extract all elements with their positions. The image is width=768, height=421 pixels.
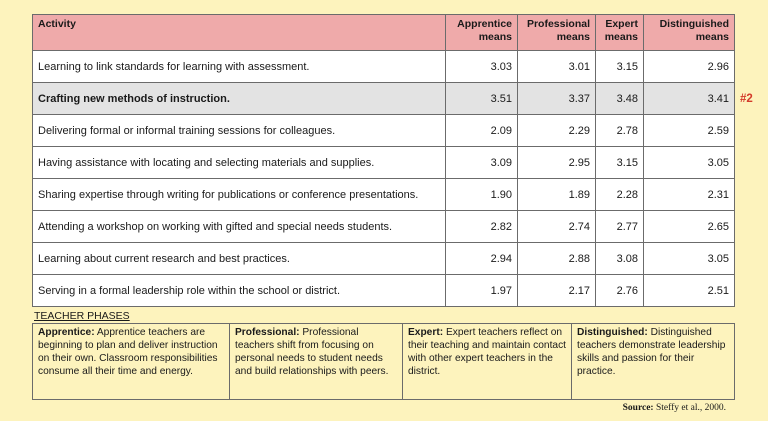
phases-row: [33, 324, 735, 400]
distinguished-mean-cell: 2.59: [644, 115, 735, 147]
distinguished-mean-cell: 2.65: [644, 211, 735, 243]
phase-apprentice: Apprentice: Apprentice teachers are beginning to plan and deliver instruction on their own. Classroom responsibilities consume all their time and energy.: [33, 324, 230, 400]
professional-mean-cell: 2.95: [518, 147, 596, 179]
apprentice-mean-cell: 3.09: [446, 147, 518, 179]
apprentice-mean-cell: 2.94: [446, 243, 518, 275]
activity-cell: Attending a workshop on working with gifted and special needs students.: [33, 211, 446, 243]
table-row: [33, 115, 735, 147]
expert-mean-cell: 3.15: [596, 51, 644, 83]
professional-mean-cell: 2.17: [518, 275, 596, 307]
expert-mean-cell: 3.48: [596, 83, 644, 115]
phase-expert: Expert: Expert teachers reflect on their teaching and maintain contact with other expert teachers in the district.: [403, 324, 572, 400]
activity-cell: Crafting new methods of instruction.: [33, 83, 446, 115]
header-activity: Activity: [33, 15, 446, 51]
means-table-container: [32, 14, 734, 307]
expert-mean-cell: 2.28: [596, 179, 644, 211]
apprentice-mean-cell: 3.51: [446, 83, 518, 115]
apprentice-mean-cell: 3.03: [446, 51, 518, 83]
distinguished-mean-cell: 3.05: [644, 147, 735, 179]
distinguished-mean-cell: 2.31: [644, 179, 735, 211]
teacher-phases-table: [32, 323, 735, 400]
header-apprentice: Apprentice means: [446, 15, 518, 51]
activity-cell: Sharing expertise through writing for publications or conference presentations.: [33, 179, 446, 211]
table-row: [33, 275, 735, 307]
expert-mean-cell: 2.78: [596, 115, 644, 147]
apprentice-mean-cell: 1.90: [446, 179, 518, 211]
distinguished-mean-cell: 2.96: [644, 51, 735, 83]
professional-mean-cell: 2.88: [518, 243, 596, 275]
activity-cell: Learning to link standards for learning with assessment.: [33, 51, 446, 83]
header-expert: Expert means: [596, 15, 644, 51]
activity-cell: Serving in a formal leadership role within the school or district.: [33, 275, 446, 307]
activity-cell: Delivering formal or informal training sessions for colleagues.: [33, 115, 446, 147]
distinguished-mean-cell: 2.51: [644, 275, 735, 307]
source-citation: Source: Steffy et al., 2000.: [622, 403, 726, 413]
expert-mean-cell: 2.76: [596, 275, 644, 307]
table-row: [33, 147, 735, 179]
professional-mean-cell: 3.01: [518, 51, 596, 83]
professional-mean-cell: 3.37: [518, 83, 596, 115]
apprentice-mean-cell: 2.82: [446, 211, 518, 243]
expert-mean-cell: 3.08: [596, 243, 644, 275]
header-distinguished: Distinguished means: [644, 15, 735, 51]
means-table: [32, 14, 735, 307]
header-professional: Professional means: [518, 15, 596, 51]
expert-mean-cell: 3.15: [596, 147, 644, 179]
table-header-row: [33, 15, 735, 51]
table-row: [33, 243, 735, 275]
phases-title: TEACHER PHASES: [34, 310, 130, 322]
distinguished-mean-cell: 3.41: [644, 83, 735, 115]
highlight-rank-tag: #2: [740, 93, 753, 105]
table-row: [33, 211, 735, 243]
table-row: [33, 51, 735, 83]
expert-mean-cell: 2.77: [596, 211, 644, 243]
professional-mean-cell: 2.74: [518, 211, 596, 243]
phase-distinguished: Distinguished: Distinguished teachers demonstrate leadership skills and passion for their practice.: [572, 324, 735, 400]
activity-cell: Learning about current research and best practices.: [33, 243, 446, 275]
professional-mean-cell: 1.89: [518, 179, 596, 211]
phase-professional: Professional: Professional teachers shift from focusing on personal needs to student needs and build relationships with peers.: [230, 324, 403, 400]
apprentice-mean-cell: 1.97: [446, 275, 518, 307]
professional-mean-cell: 2.29: [518, 115, 596, 147]
table-row-highlighted: [33, 83, 735, 115]
activity-cell: Having assistance with locating and selecting materials and supplies.: [33, 147, 446, 179]
table-row: [33, 179, 735, 211]
distinguished-mean-cell: 3.05: [644, 243, 735, 275]
apprentice-mean-cell: 2.09: [446, 115, 518, 147]
